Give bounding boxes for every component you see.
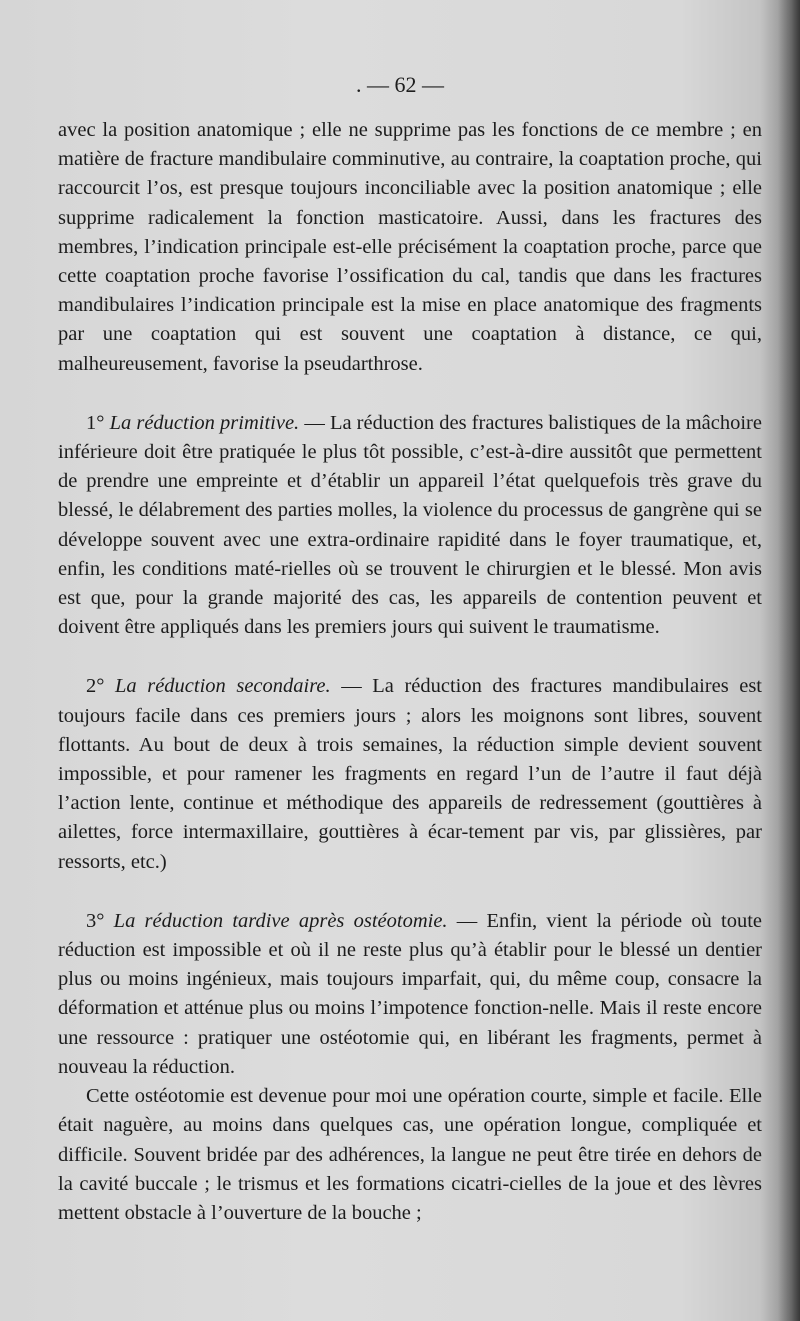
section-title: La réduction secondaire.: [115, 675, 331, 698]
section-text: — Enfin, vient la période où toute réduction est impossible et où il ne reste plus qu’à établir pour le blessé un dentier plus ou moins ingénieux, mais toujours imparfait, qui, du même coup, consacre la déformation et atténue plus ou moins l’impotence fonction-nelle. Mais il reste encore une ressource : pratiquer une ostéotomie qui, en libérant les fragments, permet à nouveau la réduction.: [58, 909, 762, 1078]
section-number: 3°: [86, 909, 114, 932]
page-edge-shadow: [778, 0, 800, 1321]
section-number: 2°: [86, 675, 116, 698]
section-reduction-secondaire: [58, 672, 762, 876]
section-text: — La réduction des fractures mandibulaires est toujours facile dans ces premiers jours ; alors les moignons sont libres, souvent flottants. Au bout de deux à trois semaines, la réduction simple devient souvent impossible, et pour ramener les fragments en regard l’un de l’autre il faut déjà l’action lente, continue et méthodique des appareils de redressement (gouttières à ailettes, force intermaxillaire, gouttières à écar-tement par vis, par glissières, par ressorts, etc.): [58, 675, 763, 873]
section-reduction-tardive: [58, 907, 762, 1082]
section-text: — La réduction des fractures balistiques de la mâchoire inférieure doit être pratiquée le plus tôt possible, c’est-à-dire aussitôt que permettent de prendre une empreinte et d’établir un appareil l’état quelquefois très grave du blessé, le délabrement des parties molles, la violence du processus de gangrène qui se développe souvent avec une extra-ordinaire rapidité dans le foyer traumatique, et, enfin, les conditions maté-rielles où se trouvent le chirurgien et le blessé. Mon avis est que, pour la grande majorité des cas, les appareils de contention peuvent et doivent être appliqués dans les premiers jours qui suivent le traumatisme.: [58, 411, 762, 639]
section-number: 1°: [86, 411, 110, 434]
section-title: La réduction primitive.: [109, 411, 300, 434]
section-reduction-primitive: [58, 409, 762, 643]
page-number: . — 62 —: [356, 72, 444, 97]
page-body: [58, 116, 762, 1228]
paragraph-continuation: avec la position anatomique ; elle ne supprime pas les fonctions de ce membre ; en matière de fracture mandibulaire comminutive, au contraire, la coaptation proche, qui raccourcit l’os, est presque toujours inconciliable avec la position anatomique ; elle supprime radicalement la fonction masticatoire. Aussi, dans les fractures des membres, l’indication principale est-elle précisément la coaptation proche, parce que cette coaptation proche favorise l’ossification du cal, tandis que dans les fractures mandibulaires l’indication principale est la mise en place anatomique des fragments par une coaptation qui est souvent une coaptation à distance, ce qui, malheureusement, favorise la pseudarthrose.: [58, 119, 762, 375]
section-title: La réduction tardive après ostéotomie.: [113, 909, 448, 932]
paragraph-osteotomie: Cette ostéotomie est devenue pour moi une opération courte, simple et facile. Elle était naguère, au moins dans quelques cas, une opération longue, compliquée et difficile. Souvent bridée par des adhérences, la langue ne peut être tirée en dehors de la cavité buccale ; le trismus et les formations cicatri-cielles de la joue et des lèvres mettent obstacle à l’ouverture de la bouche ;: [58, 1085, 762, 1224]
